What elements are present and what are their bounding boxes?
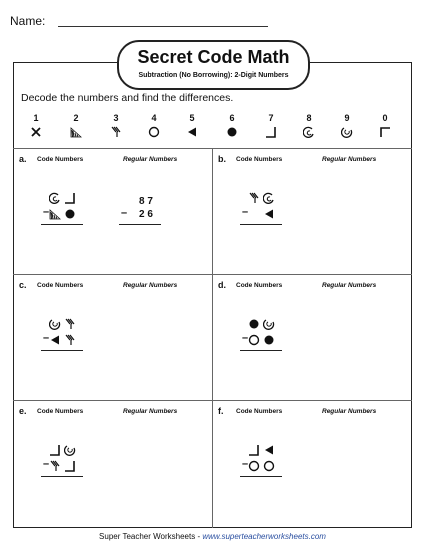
filled-circle-icon (263, 334, 275, 346)
regular-bottom-number: 2 6 (139, 209, 153, 220)
corner-bottom-right-icon (248, 444, 260, 456)
answer-line[interactable] (41, 224, 83, 225)
circle-outline-icon (248, 460, 260, 472)
lightning-icon (64, 318, 76, 330)
key-digit: 1 (33, 113, 39, 123)
key-item-4 (144, 113, 164, 141)
problem-label: b. (218, 154, 226, 164)
key-digit: 5 (189, 113, 195, 123)
code-numbers-header: Code Numbers (236, 156, 283, 163)
code-key (26, 113, 388, 143)
minus-sign: – (242, 332, 249, 344)
footer (0, 532, 425, 541)
answer-line[interactable] (240, 350, 282, 351)
footer-link[interactable]: www.superteacherworksheets.com (202, 532, 326, 541)
answer-line[interactable] (41, 476, 83, 477)
spiral-icon (49, 318, 61, 330)
key-item-5 (182, 113, 202, 141)
lightning-icon (248, 192, 260, 204)
answer-line[interactable] (240, 476, 282, 477)
filled-circle-icon (248, 318, 260, 330)
hatched-triangle-icon (49, 208, 61, 220)
spiral-icon (337, 125, 357, 141)
problem-label: a. (19, 154, 27, 164)
key-item-6 (222, 113, 242, 141)
code-numbers-header: Code Numbers (236, 408, 283, 415)
circle-outline-icon (144, 125, 164, 141)
filled-circle-icon (222, 125, 242, 141)
minus-sign: – (121, 207, 128, 219)
key-item-8 (299, 113, 319, 141)
spiral-icon (64, 444, 76, 456)
answer-line[interactable] (119, 224, 161, 225)
key-digit: 7 (268, 113, 274, 123)
circle-outline-icon (263, 460, 275, 472)
regular-top-number: 8 7 (139, 196, 153, 207)
spiral-open-icon (299, 125, 319, 141)
x-icon (26, 125, 46, 141)
regular-numbers-header: Regular Numbers (123, 282, 178, 289)
code-numbers-header: Code Numbers (37, 156, 84, 163)
left-triangle-icon (49, 334, 61, 346)
answer-line[interactable] (41, 350, 83, 351)
minus-sign: – (43, 332, 50, 344)
circle-outline-icon (248, 334, 260, 346)
title-badge (117, 40, 310, 90)
problem-label: e. (19, 406, 27, 416)
code-numbers-header: Code Numbers (37, 408, 84, 415)
key-item-1 (26, 113, 46, 141)
problem-label: c. (19, 280, 27, 290)
corner-top-left-icon (375, 125, 395, 141)
spiral-open-icon (49, 192, 61, 204)
regular-numbers-header: Regular Numbers (123, 408, 178, 415)
lightning-icon (64, 334, 76, 346)
key-digit: 3 (113, 113, 119, 123)
spiral-icon (263, 318, 275, 330)
corner-bottom-right-icon (64, 192, 76, 204)
left-triangle-icon (263, 208, 275, 220)
regular-numbers-header: Regular Numbers (322, 282, 377, 289)
regular-numbers-header: Regular Numbers (123, 156, 178, 163)
problem-f (212, 400, 411, 525)
key-item-2 (66, 113, 86, 141)
minus-sign: – (43, 458, 50, 470)
answer-line[interactable] (240, 224, 282, 225)
problem-b (212, 148, 411, 273)
minus-sign: – (43, 206, 50, 218)
name-label: Name: (10, 14, 46, 28)
key-digit: 0 (382, 113, 388, 123)
name-field[interactable] (58, 26, 268, 27)
key-digit: 4 (151, 113, 157, 123)
code-numbers-header: Code Numbers (236, 282, 283, 289)
problem-d (212, 274, 411, 399)
minus-sign: – (242, 206, 249, 218)
key-digit: 6 (229, 113, 235, 123)
key-digit: 8 (306, 113, 312, 123)
problem-c (13, 274, 212, 399)
corner-bottom-right-icon (49, 444, 61, 456)
left-triangle-icon (182, 125, 202, 141)
filled-circle-icon (64, 208, 76, 220)
problem-label: f. (218, 406, 224, 416)
key-digit: 2 (73, 113, 79, 123)
key-item-0 (375, 113, 395, 141)
lightning-icon (49, 460, 61, 472)
hatched-triangle-icon (66, 125, 86, 141)
problem-label: d. (218, 280, 226, 290)
problem-e (13, 400, 212, 525)
corner-bottom-right-icon (64, 460, 76, 472)
key-digit: 9 (344, 113, 350, 123)
lightning-icon (106, 125, 126, 141)
key-item-9 (337, 113, 357, 141)
problem-a (13, 148, 212, 273)
code-numbers-header: Code Numbers (37, 282, 84, 289)
minus-sign: – (242, 458, 249, 470)
instructions: Decode the numbers and find the differences. (21, 92, 234, 104)
key-item-7 (261, 113, 281, 141)
key-item-3 (106, 113, 126, 141)
footer-text: Super Teacher Worksheets - (99, 532, 203, 541)
page-title: Secret Code Math (137, 47, 290, 67)
regular-numbers-header: Regular Numbers (322, 408, 377, 415)
left-triangle-icon (263, 444, 275, 456)
page-subtitle: Subtraction (No Borrowing): 2-Digit Numbers (138, 72, 289, 79)
corner-bottom-right-icon (261, 125, 281, 141)
regular-numbers-header: Regular Numbers (322, 156, 377, 163)
spiral-open-icon (263, 192, 275, 204)
